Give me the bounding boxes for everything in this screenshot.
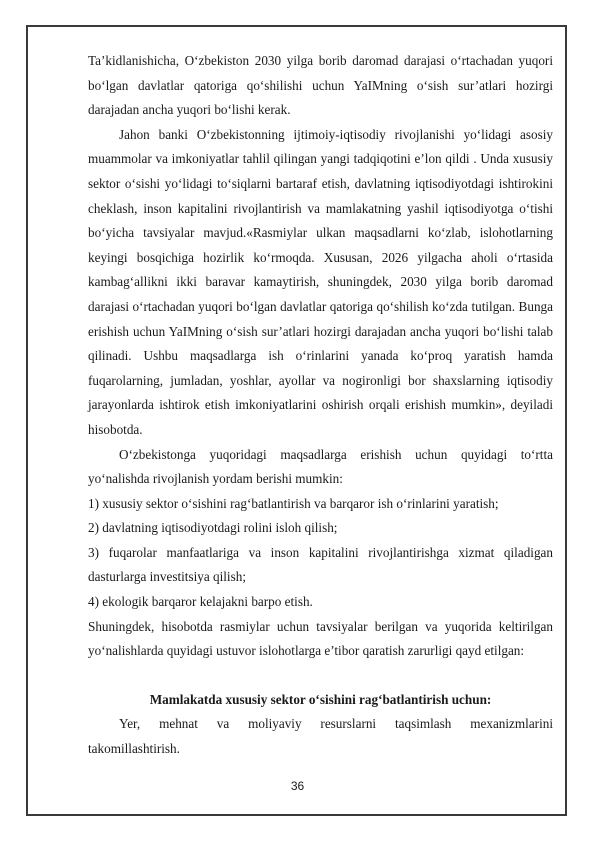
- list-item: 1) xususiy sektor o‘sishini rag‘batlantirish va barqaror ish o‘rinlarini yaratish;: [88, 495, 499, 511]
- list-item: 2) davlatning iqtisodiyotdagi rolini isloh qilish;: [88, 520, 338, 536]
- list-item: 3) fuqarolar manfaatlariga va inson kapitalini rivojlantirishga xizmat qiladigan dasturlarga investitsiya qilish;: [88, 544, 553, 585]
- paragraph-world-bank: Jahon banki O‘zbekistonning ijtimoiy-iqtisodiy rivojlanishi yo‘lidagi asosiy muammolar va imkoniyatlar tahlil qilingan yangi tadqiqotini e’lon qildi . Unda xususiy sektor o‘sishi yo‘lidagi to‘siqlarni bartaraf etish, davlatning iqtisodiyotdagi ishtirokini cheklash, inson kapitalini rivojlantirish va mamlakatning yashil iqtisodiyotga o‘tishi bo‘yicha tavsiyalar mavjud.«Rasmiylar ulkan maqsadlarni ko‘zlab, islohotlarning keyingi bosqichiga hozirlik ko‘rmoqda. Xususan, 2026 yilgacha aholi o‘rtasida kambag‘allikni ikki baravar kamaytirish, shuningdek, 2030 yilga borib daromad darajasi o‘rtachadan yuqori bo‘lgan davlatlar qatoriga qo‘shilish ko‘zda tutilgan. Bunga erishish uchun YaIMning o‘sish sur’atlari hozirgi darajadan ancha yuqori bo‘lishi talab qilinadi. Ushbu maqsadlarga ish o‘rinlarini yanada ko‘proq yaratish hamda fuqarolarning, jumladan, yoshlar, ayollar va nogironligi bor shaxslarning iqtisodiy jarayonlarda ishtirok etish imkoniyatlarini oshirish orqali erishish mumkin», deyiladi hisobotda.: [88, 126, 553, 437]
- paragraph-intro: Ta’kidlanishicha, O‘zbekiston 2030 yilga borib daromad darajasi o‘rtachadan yuqori bo‘lgan davlatlar qatoriga qo‘shilishi uchun YaIMning o‘sish sur’atlari hozirgi darajadan ancha yuqori bo‘lishi kerak.: [88, 53, 553, 118]
- paragraph-recommendations: Shuningdek, hisobotda rasmiylar uchun tavsiyalar berilgan va yuqorida keltirilgan yo‘nalishlarda quyidagi ustuvor islohotlarga e’tibor qaratish zarurligi qayd etilgan:: [88, 618, 553, 659]
- section-heading: Mamlakatda xususiy sektor o‘sishini rag‘batlantirish uchun:: [149, 691, 492, 707]
- document-body: [88, 49, 553, 762]
- list-item: 4) ekologik barqaror kelajakni barpo etish.: [88, 594, 313, 610]
- page-number: 36: [290, 779, 305, 793]
- paragraph-directions-intro: O‘zbekistonga yuqoridagi maqsadlarga erishish uchun quyidagi to‘rtta yo‘nalishda rivojlanish yordam berishi mumkin:: [88, 446, 553, 487]
- paragraph-final: Yer, mehnat va moliyaviy resurslarni taqsimlash mexanizmlarini takomillashtirish.: [88, 716, 553, 757]
